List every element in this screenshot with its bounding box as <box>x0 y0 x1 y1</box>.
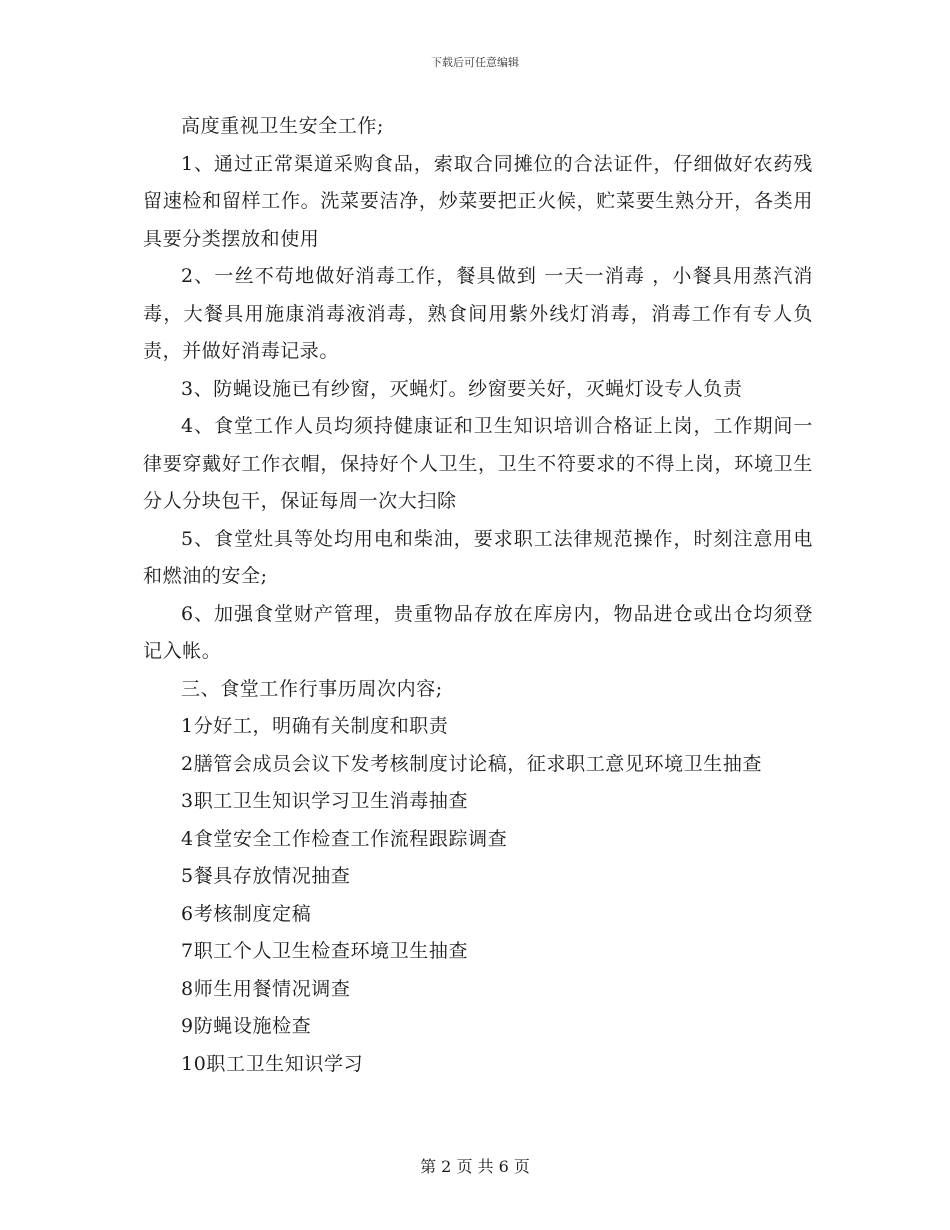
paragraph: 3、防蝇设施已有纱窗，灭蝇灯。纱窗要关好，灭蝇灯设专人负责 <box>181 377 743 400</box>
document-body <box>143 108 813 1083</box>
list-item: 10职工卫生知识学习 <box>181 1052 364 1075</box>
page-header: 下载后可任意编辑 <box>431 56 519 69</box>
paragraph: 高度重视卫生安全工作; <box>181 115 385 137</box>
paragraph: 1、通过正常渠道采购食品，索取合同摊位的合法证件，仔细做好农药残留速检和留样工作。洗菜要洁净，炒菜要把正火候，贮菜要生熟分开，各类用具要分类摆放和使用 <box>143 152 813 250</box>
paragraph: 6、加强食堂财产管理，贵重物品存放在库房内，物品进仓或出仓均须登记入帐。 <box>143 602 813 662</box>
list-item: 1分好工，明确有关制度和职责 <box>181 715 449 737</box>
list-item: 7职工个人卫生检查环境卫生抽查 <box>181 940 469 962</box>
paragraph: 5、食堂灶具等处均用电和柴油，要求职工法律规范操作，时刻注意用电和燃油的安全; <box>143 527 813 587</box>
section-heading: 三、食堂工作行事历周次内容; <box>181 677 443 700</box>
paragraph: 4、食堂工作人员均须持健康证和卫生知识培训合格证上岗，工作期间一律要穿戴好工作衣帽，保持好个人卫生，卫生不符要求的不得上岗，环境卫生分人分块包干，保证每周一次大扫除 <box>143 415 813 512</box>
list-item: 3职工卫生知识学习卫生消毒抽查 <box>181 790 469 812</box>
page-number: 第 2 页 共 6 页 <box>420 1157 530 1176</box>
list-item: 6考核制度定稿 <box>181 902 312 925</box>
list-item: 9防蝇设施检查 <box>181 1015 312 1037</box>
list-item: 2膳管会成员会议下发考核制度讨论稿，征求职工意见环境卫生抽查 <box>181 752 763 775</box>
list-item: 4食堂安全工作检查工作流程跟踪调查 <box>181 827 508 850</box>
list-item: 5餐具存放情况抽查 <box>181 865 351 887</box>
paragraph: 2、一丝不苟地做好消毒工作，餐具做到 一天一消毒 ，小餐具用蒸汽消毒，大餐具用施康消毒液消毒，熟食间用紫外线灯消毒，消毒工作有专人负责，并做好消毒记录。 <box>143 265 813 362</box>
list-item: 8师生用餐情况调查 <box>181 977 351 1000</box>
